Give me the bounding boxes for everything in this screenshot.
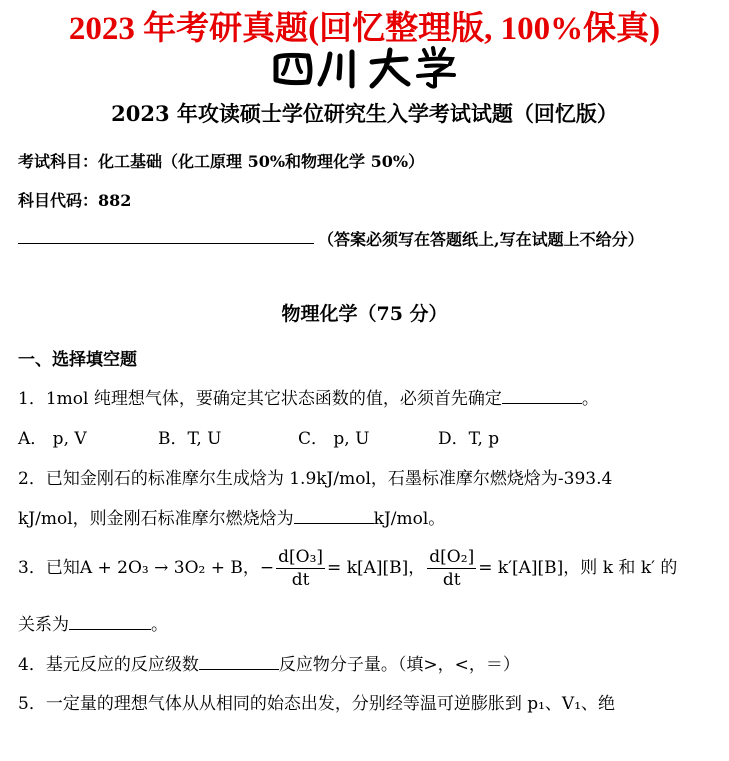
question-2-line-2 [18, 504, 445, 529]
option-c: C． p, U [298, 429, 370, 449]
part-heading: 一、选择填空题 [18, 350, 137, 370]
answer-blank [69, 615, 151, 630]
promo-title: 2023 年考研真题(回忆整理版, 100%保真) [68, 11, 661, 47]
question-1 [18, 384, 599, 409]
question-3-reaction: A + 2O₃ → 3O₂ + B， [79, 558, 260, 578]
minus-sign: − [259, 558, 275, 578]
question-3-prefix: 3．已知 [18, 558, 80, 578]
rate-law-2: = k′[A][B]，则 k 和 k′ 的 [478, 558, 678, 578]
answer-blank [294, 509, 374, 524]
university-logo [268, 46, 458, 90]
option-a: A． p, V [18, 429, 87, 449]
exam-title: 2023 年攻读硕士学位研究生入学考试试题（回忆版） [111, 101, 618, 126]
rate-fraction-o2 [427, 546, 476, 591]
question-3-line-2 [18, 610, 168, 635]
rate-law-1: = k[A][B]， [327, 558, 426, 578]
question-4-end: 反应物分子量。（填>，<，＝） [278, 655, 520, 675]
answer-note: （答案必须写在答题纸上,写在试题上不给分） [318, 230, 644, 249]
question-2-text: kJ/mol，则金刚石标准摩尔燃烧焓为 [18, 509, 294, 529]
question-4 [18, 650, 520, 675]
option-b: B．T, U [158, 429, 222, 449]
rate-fraction-o3 [276, 546, 325, 591]
fraction-denominator: dt [291, 570, 310, 590]
fraction-numerator: d[O₂] [429, 547, 475, 567]
question-2-line-1: 2．已知金刚石的标准摩尔生成焓为 1.9kJ/mol，石墨标准摩尔燃烧焓为-393.4 [18, 469, 613, 489]
answer-line [18, 243, 314, 244]
subject-code: 科目代码：882 [18, 191, 132, 210]
question-3-end: 。 [151, 615, 168, 635]
answer-blank [502, 389, 582, 404]
question-2-unit: kJ/mol。 [373, 509, 446, 529]
exam-subject: 考试科目：化工基础（化工原理 50%和物理化学 50%） [18, 152, 425, 171]
question-4-text: 4．基元反应的反应级数 [18, 655, 199, 675]
section-title: 物理化学（75 分） [281, 303, 448, 325]
question-1-end: 。 [581, 389, 599, 409]
question-5: 5．一定量的理想气体从从相同的始态出发，分别经等温可逆膨胀到 p₁、V₁、绝 [18, 694, 616, 714]
answer-blank [199, 655, 279, 670]
question-3-line-1 [18, 546, 677, 591]
option-d: D．T, p [438, 429, 500, 449]
question-1-text: 1．1mol 纯理想气体，要确定其它状态函数的值，必须首先确定 [18, 389, 502, 409]
question-3-text: 关系为 [18, 615, 69, 635]
fraction-numerator: d[O₃] [278, 547, 324, 567]
fraction-denominator: dt [442, 570, 461, 590]
